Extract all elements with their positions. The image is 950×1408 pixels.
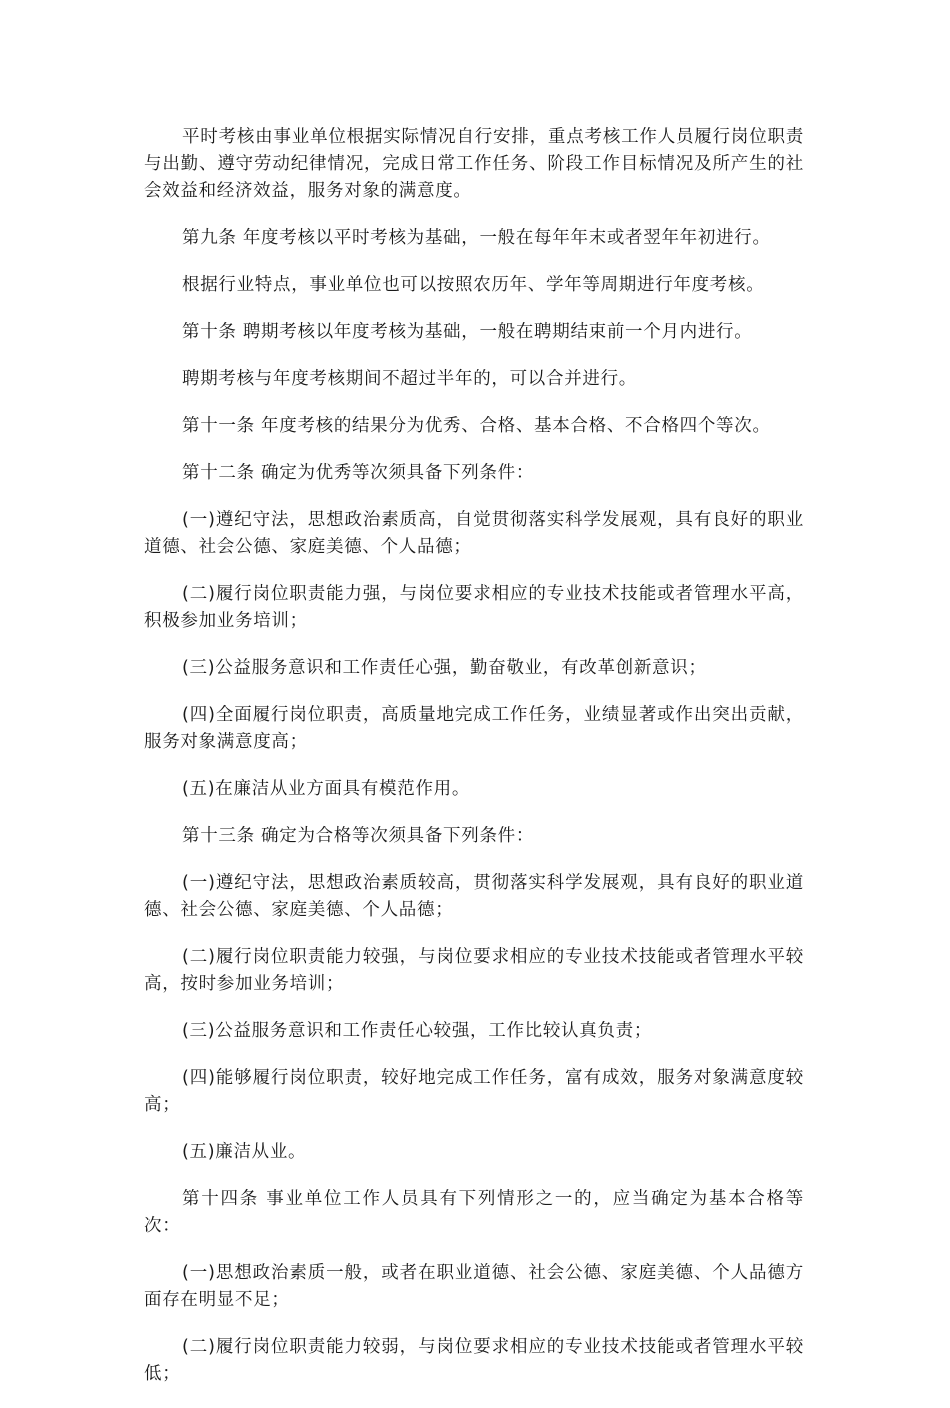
list-item-excellent-2: (二)履行岗位职责能力强，与岗位要求相应的专业技术技能或者管理水平高，积极参加业务培训； — [144, 584, 804, 631]
list-item-qualified-2: (二)履行岗位职责能力较强，与岗位要求相应的专业技术技能或者管理水平较高，按时参加业务培训； — [144, 947, 804, 994]
list-item-qualified-1: (一)遵纪守法，思想政治素质较高，贯彻落实科学发展观，具有良好的职业道德、社会公德、家庭美德、个人品德； — [144, 873, 804, 920]
paragraph-merge-assessment: 聘期考核与年度考核期间不超过半年的，可以合并进行。 — [182, 369, 637, 389]
paragraph-article-9: 第九条 年度考核以平时考核为基础，一般在每年年末或者翌年年初进行。 — [182, 228, 771, 248]
paragraph-routine-assessment: 平时考核由事业单位根据实际情况自行安排，重点考核工作人员履行岗位职责与出勤、遵守劳动纪律情况，完成日常工作任务、阶段工作目标情况及所产生的社会效益和经济效益，服务对象的满意度。 — [144, 127, 804, 201]
paragraph-industry-cycle: 根据行业特点，事业单位也可以按照农历年、学年等周期进行年度考核。 — [182, 275, 765, 295]
paragraph-article-13: 第十三条 确定为合格等次须具备下列条件： — [182, 826, 535, 846]
paragraph-article-14: 第十四条 事业单位工作人员具有下列情形之一的，应当确定为基本合格等次： — [144, 1189, 804, 1236]
paragraph-article-11: 第十一条 年度考核的结果分为优秀、合格、基本合格、不合格四个等次。 — [182, 416, 771, 436]
document-page — [144, 124, 804, 1408]
list-item-basic-1: (一)思想政治素质一般，或者在职业道德、社会公德、家庭美德、个人品德方面存在明显不足； — [144, 1263, 804, 1310]
list-item-excellent-3: (三)公益服务意识和工作责任心强，勤奋敬业，有改革创新意识； — [182, 658, 707, 678]
list-item-qualified-4: (四)能够履行岗位职责，较好地完成工作任务，富有成效，服务对象满意度较高； — [144, 1068, 804, 1115]
paragraph-article-10: 第十条 聘期考核以年度考核为基础，一般在聘期结束前一个月内进行。 — [182, 322, 753, 342]
list-item-excellent-5: (五)在廉洁从业方面具有模范作用。 — [182, 779, 471, 799]
list-item-qualified-5: (五)廉洁从业。 — [182, 1142, 307, 1162]
list-item-excellent-4: (四)全面履行岗位职责，高质量地完成工作任务，业绩显著或作出突出贡献，服务对象满意度高； — [144, 705, 804, 752]
list-item-excellent-1: (一)遵纪守法，思想政治素质高，自觉贯彻落实科学发展观，具有良好的职业道德、社会公德、家庭美德、个人品德； — [144, 510, 804, 557]
paragraph-article-12: 第十二条 确定为优秀等次须具备下列条件： — [182, 463, 535, 483]
list-item-basic-2: (二)履行岗位职责能力较弱，与岗位要求相应的专业技术技能或者管理水平较低； — [144, 1337, 804, 1384]
list-item-qualified-3: (三)公益服务意识和工作责任心较强，工作比较认真负责； — [182, 1021, 653, 1041]
